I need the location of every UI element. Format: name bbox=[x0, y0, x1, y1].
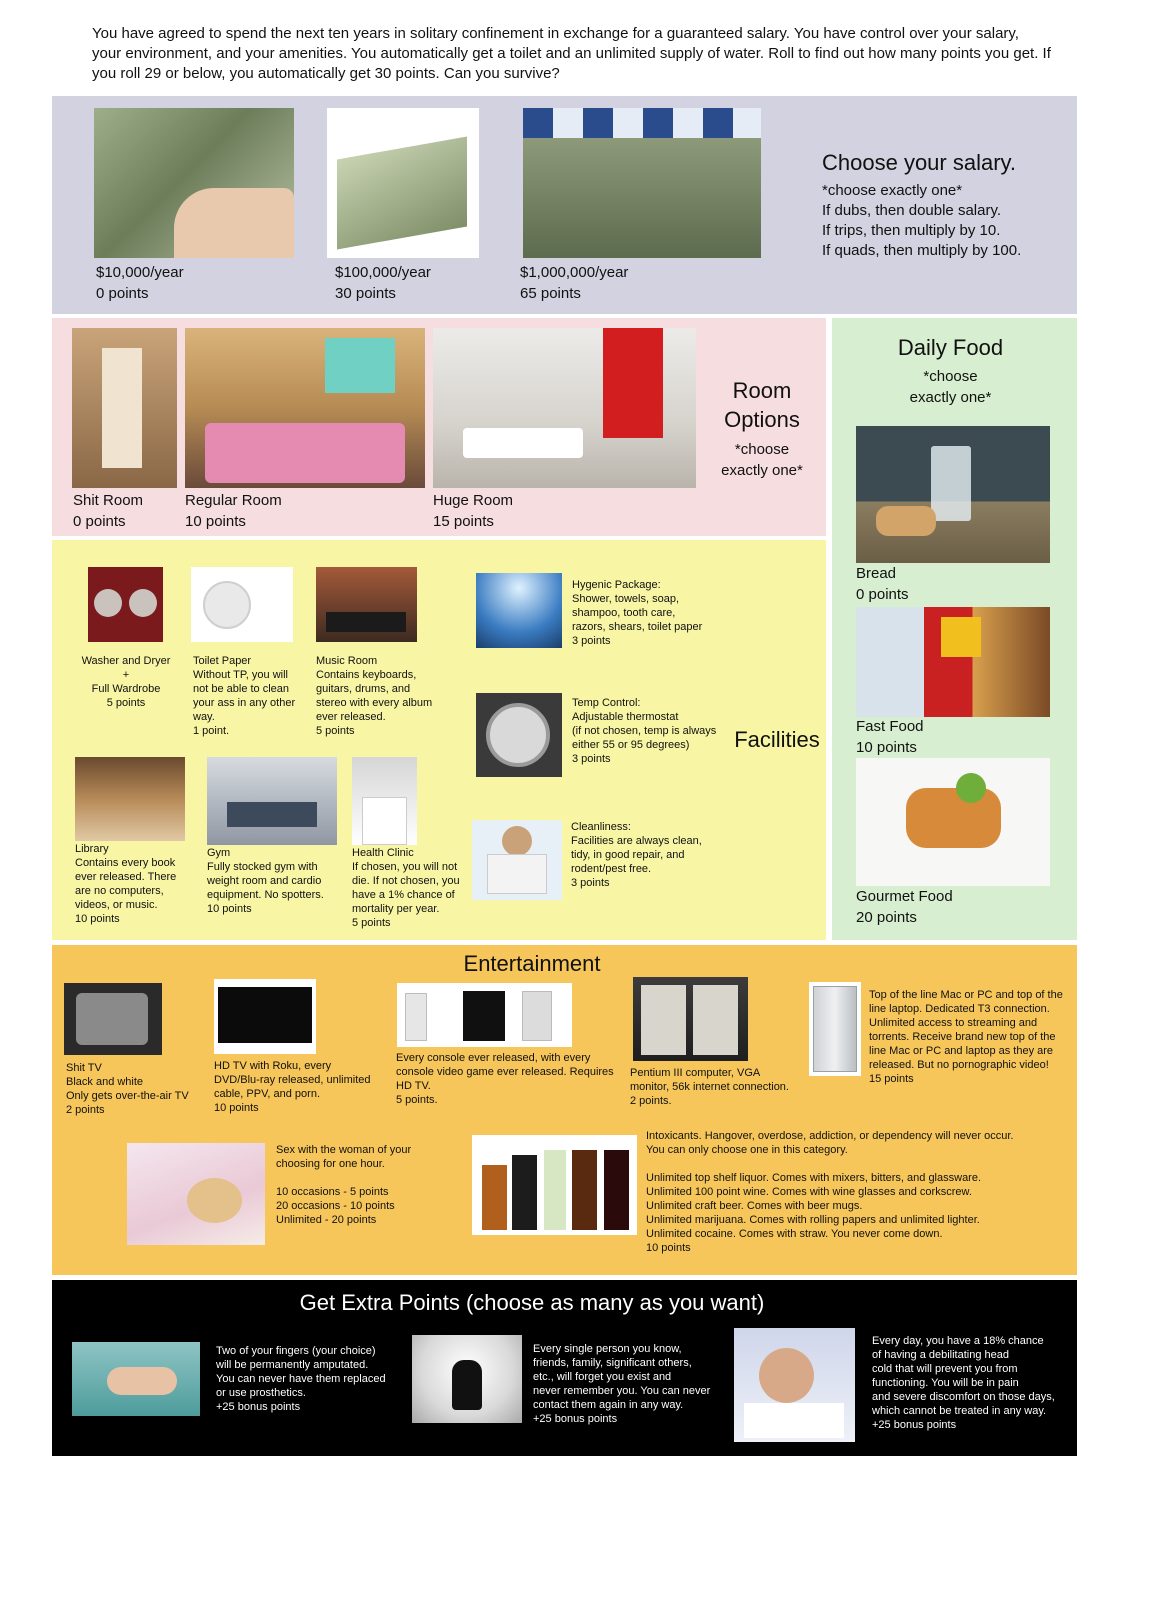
room-rules: *choose exactly one* bbox=[721, 441, 803, 479]
food-option-bread[interactable]: Bread 0 points bbox=[856, 565, 909, 603]
cash-stack-image[interactable] bbox=[327, 108, 479, 258]
salary-rules: *choose exactly one* If dubs, then double salary. If trips, then multiply by 10. If quads, then multiply by 100. bbox=[822, 182, 1022, 259]
toilet-paper-image[interactable] bbox=[191, 567, 293, 642]
extra-forgotten[interactable]: Every single person you know, friends, family, significant others, etc., will forget you exist and never remember you. You can never contact them again in any way. +25 bonus points bbox=[533, 1343, 711, 1425]
facilities-title: Facilities bbox=[734, 727, 820, 752]
shit-room-image[interactable] bbox=[72, 328, 177, 488]
salary-option-1m[interactable]: $1,000,000/year 65 points bbox=[520, 264, 629, 302]
intro-text: You have agreed to spend the next ten years in solitary confinement in exchange for a guaranteed salary. You have control over your salary, your environment, and your amenities. You automatically get a toilet and an unlimited supply of water. Roll to find out how many points you get. If you roll 29 or below, you automatically get 30 points. Can you survive? bbox=[92, 25, 1051, 82]
cash-hand-image[interactable] bbox=[94, 108, 294, 258]
sick-man-image[interactable] bbox=[734, 1328, 855, 1442]
ent-consoles[interactable]: Every console ever released, with every console video game ever released. Requires HD TV. 5 points. bbox=[396, 1052, 614, 1106]
room-title: Room Options bbox=[724, 378, 800, 432]
washer-dryer-image[interactable] bbox=[88, 567, 163, 642]
room-option-regular[interactable]: Regular Room 10 points bbox=[185, 492, 282, 530]
lonely-person-image[interactable] bbox=[412, 1335, 522, 1423]
room-option-shit[interactable]: Shit Room 0 points bbox=[73, 492, 144, 530]
thermostat-image[interactable] bbox=[476, 693, 562, 777]
facility-toilet-paper[interactable]: Toilet Paper Without TP, you will not be able to clean your ass in any other way. 1 point. bbox=[193, 655, 296, 737]
hd-tv-image[interactable] bbox=[214, 979, 316, 1054]
facility-hygenic[interactable]: Hygenic Package: Shower, towels, soap, shampoo, tooth care, razors, shears, toilet paper 3 points bbox=[572, 579, 703, 647]
salary-section bbox=[52, 96, 1077, 314]
entertainment-section bbox=[52, 945, 1077, 1275]
food-option-fast[interactable]: Fast Food 10 points bbox=[856, 718, 924, 756]
fast-food-image[interactable] bbox=[856, 607, 1050, 717]
facility-gym[interactable]: Gym Fully stocked gym with weight room and cardio equipment. No spotters. 10 points bbox=[207, 847, 324, 915]
ent-old-computer[interactable]: Pentium III computer, VGA monitor, 56k internet connection. 2 points. bbox=[630, 1067, 789, 1107]
gourmet-food-image[interactable] bbox=[856, 758, 1050, 886]
shower-image[interactable] bbox=[476, 573, 562, 648]
ent-sex[interactable]: Sex with the woman of your choosing for one hour. 10 occasions - 5 points 20 occasions - 10 points Unlimited - 20 points bbox=[276, 1144, 412, 1226]
extra-head-cold[interactable]: Every day, you have a 18% chance of having a debilitating head cold that will prevent you from functioning. You will be in pain and severe discomfort on those days, which cannot be treated in any way. +25 bonus points bbox=[872, 1335, 1055, 1431]
intoxicants-image[interactable] bbox=[472, 1135, 637, 1235]
ent-intoxicants[interactable]: Intoxicants. Hangover, overdose, addiction, or dependency will never occur. You can only choose one in this category. Unlimited top shelf liquor. Comes with mixers, bitters, and glassware. Unlimited 100 point wine. Comes with wine glasses and corkscrew. Unlimited craft beer. Comes with beer mugs. Unlimited marijuana. Comes with rolling papers and unlimited lighter. Unlimited cocaine. Comes with straw. You never come down. 10 points bbox=[646, 1130, 1014, 1254]
amputated-hand-image[interactable] bbox=[72, 1342, 200, 1416]
regular-room-image[interactable] bbox=[185, 328, 425, 488]
woman-image[interactable] bbox=[127, 1143, 265, 1245]
bread-image[interactable] bbox=[856, 426, 1050, 563]
entertainment-title: Entertainment bbox=[463, 951, 601, 976]
cash-pile-image[interactable] bbox=[523, 108, 761, 258]
gym-image[interactable] bbox=[207, 757, 337, 845]
music-room-image[interactable] bbox=[316, 567, 417, 642]
room-option-huge[interactable]: Huge Room 15 points bbox=[433, 492, 514, 530]
ent-shit-tv[interactable]: Shit TV Black and white Only gets over-the-air TV 2 points bbox=[66, 1062, 189, 1116]
food-title: Daily Food bbox=[897, 335, 1004, 360]
salary-option-10k[interactable]: $10,000/year 0 points bbox=[96, 264, 184, 302]
shit-tv-image[interactable] bbox=[64, 983, 162, 1055]
salary-title: Choose your salary. bbox=[822, 150, 1017, 175]
food-section bbox=[832, 318, 1077, 940]
mac-pro-image[interactable] bbox=[809, 982, 861, 1076]
extra-fingers[interactable]: Two of your fingers (your choice) will be permanently amputated. You can never have them replaced or use prosthetics. +25 bonus points bbox=[216, 1345, 386, 1413]
facility-temp-control[interactable]: Temp Control: Adjustable thermostat (if not chosen, temp is always either 55 or 95 degrees) 3 points bbox=[572, 697, 717, 765]
cleanliness-image[interactable] bbox=[472, 820, 562, 900]
facilities-section bbox=[52, 540, 826, 940]
food-rules: *choose exactly one* bbox=[909, 368, 992, 406]
facility-health-clinic[interactable]: Health Clinic If chosen, you will not die. If not chosen, you have a 1% chance of mortality per year. 5 points bbox=[352, 847, 460, 929]
extra-title: Get Extra Points (choose as many as you want) bbox=[299, 1290, 765, 1315]
food-option-gourmet[interactable]: Gourmet Food 20 points bbox=[856, 888, 953, 926]
room-section bbox=[52, 318, 826, 536]
consoles-image[interactable] bbox=[397, 983, 572, 1047]
salary-option-100k[interactable]: $100,000/year 30 points bbox=[335, 264, 431, 302]
library-image[interactable] bbox=[75, 757, 185, 841]
facility-library[interactable]: Library Contains every book ever released. There are no computers, videos, or music. 10 points bbox=[75, 843, 177, 925]
health-clinic-image[interactable] bbox=[352, 757, 417, 845]
facility-washer-dryer[interactable]: Washer and Dryer + Full Wardrobe 5 points bbox=[81, 655, 171, 709]
huge-room-image[interactable] bbox=[433, 328, 696, 488]
ent-top-computer[interactable]: Top of the line Mac or PC and top of the line laptop. Dedicated T3 connection. Unlimited access to streaming and torrents. Receive brand new top of the line Mac or PC and laptop as they are released. But no pornographic video! 15 points bbox=[869, 989, 1063, 1085]
facility-music-room[interactable]: Music Room Contains keyboards, guitars, drums, and stereo with every album ever released. 5 points bbox=[316, 655, 433, 737]
old-computer-image[interactable] bbox=[633, 977, 748, 1061]
ent-hd-tv[interactable]: HD TV with Roku, every DVD/Blu-ray released, unlimited cable, PPV, and porn. 10 points bbox=[214, 1060, 371, 1114]
extra-points-section bbox=[52, 1280, 1077, 1456]
facility-cleanliness[interactable]: Cleanliness: Facilities are always clean, tidy, in good repair, and rodent/pest free. 3 points bbox=[571, 821, 702, 889]
